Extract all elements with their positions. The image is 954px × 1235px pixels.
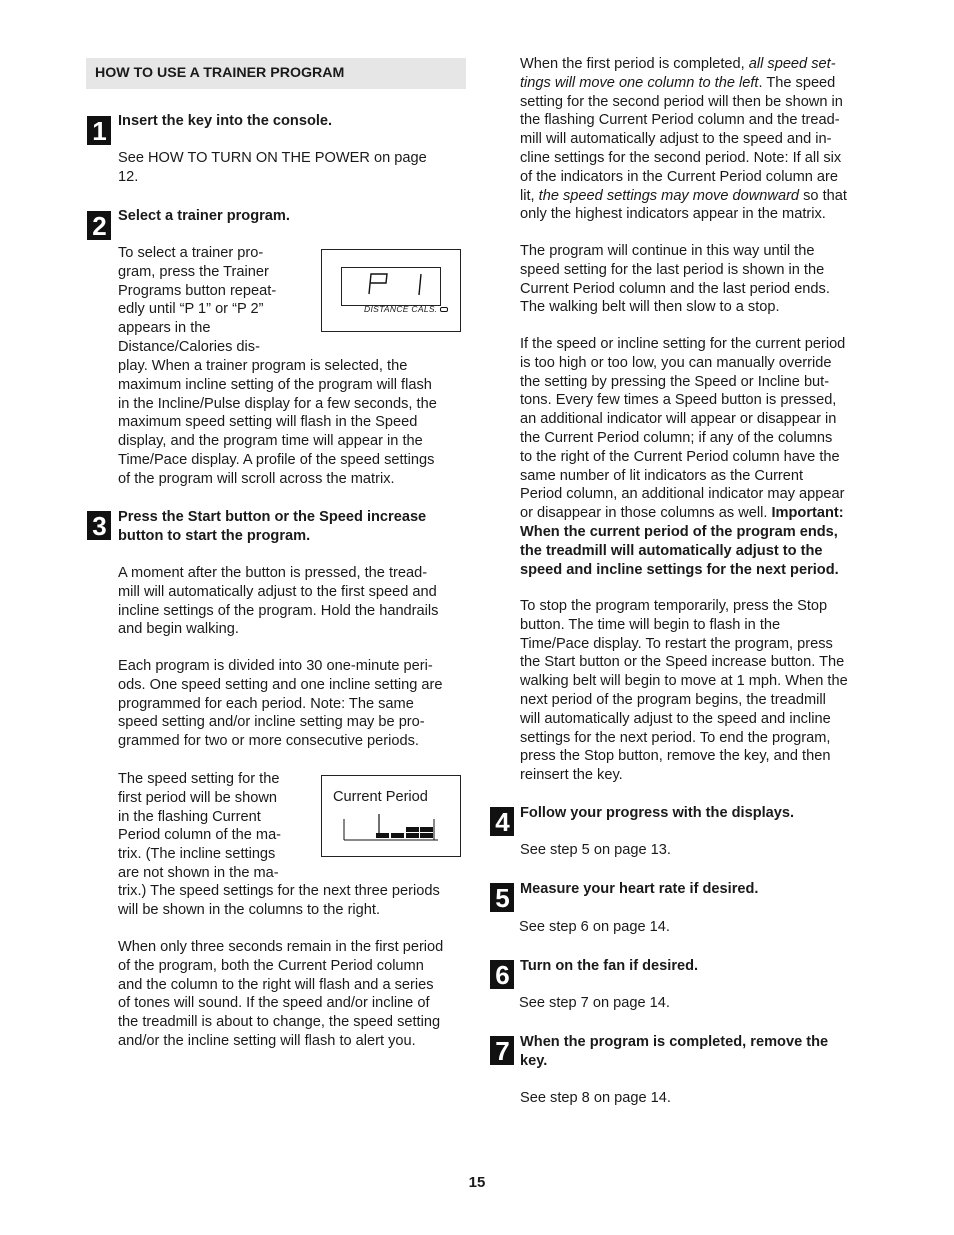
step-3-title: Press the Start button or the Speed increase button to start the program. [118, 509, 427, 544]
lcd-screen [341, 267, 441, 306]
step-6-body: See step 7 on page 14. [519, 995, 670, 1011]
step-5-body: See step 6 on page 14. [519, 919, 670, 935]
step-1-body: See HOW TO TURN ON THE POWER on page 12. [118, 150, 427, 185]
page-number: 15 [468, 1174, 486, 1191]
step-3-para-3-narrow: The speed setting for the first period will be shown in the flashing Current Period column of the ma- trix. (The incline settings are not shown in the ma- [118, 771, 282, 881]
matrix-label: Current Period [333, 789, 428, 805]
step-5-number: 5 [490, 883, 514, 912]
matrix-display-illustration [321, 775, 461, 857]
lcd-indicator-icon [440, 307, 448, 312]
step-2-body-narrow: To select a trainer pro- gram, press the Trainer Programs button repeat- edly until “P 1” or “P 2” appears in the Distance/Calories dis- [118, 245, 277, 355]
step-2-body-wide: play. When a trainer program is selected, the maximum incline setting of the program will flash in the Incline/Pulse display for a few seconds, the maximum speed setting will flash in the Speed display, and the program time will appear in the Time/Pace display. A profile of the speed settings of the program will scroll across the matrix. [118, 358, 437, 487]
section-title: HOW TO USE A TRAINER PROGRAM [86, 58, 466, 89]
step-3-para-2: Each program is divided into 30 one-minute peri- ods. One speed setting and one incline setting are programmed for each period. Note: The same speed setting and/or incline setting may be pro- grammed for two or more consecutive periods. [118, 658, 443, 750]
right-paragraph-1: When the first period is completed, all speed set- tings will move one column to the left. The speed setting for the second period will then be shown in the flashing Current Period column and the tread- mill will automatically adjust to the speed and in- cline settings for the second period. Note: If all six of the indicators in the Current Period column are lit, the speed settings may move downward so that only the highest indicators appear in the matrix. [520, 56, 847, 223]
right-paragraph-3: If the speed or incline setting for the current period is too high or too low, you can manually override the setting by pressing the Speed or Incline but- tons. Every few times a Speed button is pressed, an additional indicator will appear or disappear in the Current Period column; if any of the columns to the right of the Current Period column have the same number of lit indicators as the Current Period column, an additional indicator may appear or disappear in those columns as well. Important: When the current period of the program ends, the treadmill will automatically adjust to the speed and incline settings for the next period. [520, 336, 846, 578]
step-6-title: Turn on the fan if desired. [520, 958, 699, 974]
lcd-caption: DISTANCE CALS. [364, 304, 448, 314]
step-1-title: Insert the key into the console. [118, 113, 333, 129]
step-3-para-1: A moment after the button is pressed, the tread- mill will automatically adjust to the first speed and incline settings of the program. Hold the handrails and begin walking. [118, 565, 439, 638]
step-6-number: 6 [490, 960, 514, 989]
step-7-number: 7 [490, 1036, 514, 1065]
step-2-title: Select a trainer program. [118, 208, 290, 224]
step-3-para-4: When only three seconds remain in the first period of the program, both the Current Period column and the column to the right will flash and a series of tones will sound. If the speed and/or incline of the treadmill is about to change, the speed setting and/or the incline setting will flash to alert you. [118, 939, 444, 1049]
right-paragraph-2: The program will continue in this way until the speed setting for the last period is shown in the Current Period column and the last period ends. The walking belt will then slow to a stop. [520, 243, 830, 316]
step-7-title: When the program is completed, remove the key. [520, 1034, 829, 1069]
lcd-display-illustration [321, 249, 461, 332]
step-4-body: See step 5 on page 13. [520, 842, 671, 858]
step-7-body: See step 8 on page 14. [520, 1090, 671, 1106]
step-3-number: 3 [87, 511, 111, 540]
step-2-number: 2 [87, 211, 111, 240]
step-4-number: 4 [490, 807, 514, 836]
lcd-segment-reading-icon [342, 268, 440, 305]
step-3-para-3-wide: trix.) The speed settings for the next three periods will be shown in the columns to the right. [118, 883, 440, 918]
step-4-title: Follow your progress with the displays. [520, 805, 795, 821]
right-paragraph-4: To stop the program temporarily, press the Stop button. The time will begin to flash in the Time/Pace display. To restart the program, press the Start button or the Speed increase button. The walking belt will begin to move at 1 mph. When the next period of the program begins, the treadmill will automatically adjust to the speed and incline settings for the next period. To end the program, press the Stop button, remove the key, and then reinsert the key. [520, 598, 848, 784]
step-5-title: Measure your heart rate if desired. [520, 881, 759, 897]
step-1-number: 1 [87, 116, 111, 145]
matrix-columns-icon [322, 776, 460, 856]
